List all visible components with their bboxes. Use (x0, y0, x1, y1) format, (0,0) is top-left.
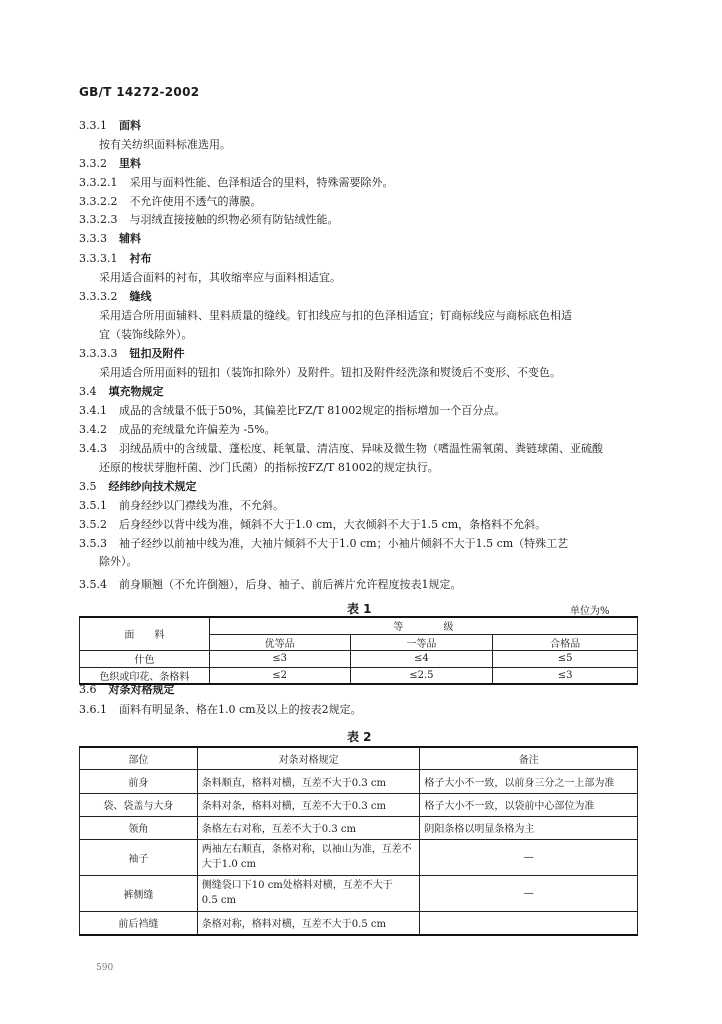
table1-grade-3: 合格品 (493, 634, 638, 650)
table2-note-cell: 阴阳条格以明显条格为主 (420, 816, 638, 839)
table2-rule-cell: 条料对条，格料对横，互差不大于0.3 cm (197, 793, 420, 816)
clause-line (79, 118, 141, 134)
clause-line (79, 194, 261, 210)
clause-line (79, 384, 164, 400)
clause-line (79, 682, 175, 698)
clause-number: 3.4 (79, 385, 97, 398)
clause-text: 按有关纺织面料标准选用。 (99, 138, 231, 151)
clause-number: 3.4.3 (79, 442, 107, 455)
clause-text: 对条对格规定 (108, 683, 175, 696)
table2-part-cell: 前身 (80, 769, 198, 793)
clause-text: 采用适合所用面料的钮扣（装饰扣除外）及附件。钮扣及附件经洗涤和熨烫后不变形、不变色。 (99, 366, 561, 379)
clause-number: 3.3.2.1 (79, 176, 118, 189)
page-number: 590 (96, 963, 114, 973)
table2 (79, 746, 638, 936)
table1-value-cell: ≤2.5 (350, 667, 493, 684)
clause-text: 采用适合所用面辅料、里料质量的缝线。钉扣线应与扣的色泽相适宜；钉商标线应与商标底色相适 (99, 309, 572, 322)
table1-header-grade: 等 级 (209, 617, 637, 634)
table1-grade-2: 一等品 (350, 634, 493, 650)
clause-text: 钮扣及附件 (129, 347, 185, 360)
clause-line (79, 251, 151, 267)
table2-rule-cell: 条料顺直，格料对横，互差不大于0.3 cm (197, 769, 420, 793)
clause-text: 采用适合面料的衬布，其收缩率应与面料相适宜。 (99, 271, 341, 284)
clause-line (79, 422, 276, 438)
clause-text: 后身经纱以背中线为准，倾斜不大于1.0 cm，大衣倾斜不大于1.5 cm，条格料不允斜。 (119, 518, 547, 531)
clause-number: 3.6.1 (79, 703, 107, 716)
clause-text: 袖子经纱以前袖中线为准，大袖片倾斜不大于1.0 cm；小袖片倾斜不大于1.5 cm（特殊工艺 (119, 537, 569, 550)
clause-text: 不允许使用不透气的薄膜。 (129, 195, 262, 208)
standard-code-header: GB/T 14272-2002 (79, 85, 200, 99)
table-row (80, 911, 638, 935)
table2-note-cell: 格子大小不一致，以前身三分之一上部为准 (420, 769, 638, 793)
clause-text: 里料 (119, 157, 141, 170)
table-row (80, 793, 638, 816)
clause-text: 经纬纱向技术规定 (108, 480, 197, 493)
table-row (80, 816, 638, 839)
table2-rule-line: 两袖左右顺直，条格对称，以袖山为准，互差不 (201, 844, 412, 855)
table2-rule-cell: 条格对称，格料对横，互差不大于0.5 cm (197, 911, 420, 935)
table1-material-cell: 色织或印花、条格料 (80, 667, 210, 684)
clause-line (99, 460, 439, 476)
clause-text: 除外）。 (99, 555, 138, 568)
table2-part-cell: 前后裆缝 (80, 911, 198, 935)
clause-text: 成品的含绒量不低于50%，其偏差比FZ/T 81002规定的指标增加一个百分点。 (119, 404, 506, 417)
table-row (80, 769, 638, 793)
clause-text: 面料 (119, 119, 141, 132)
clause-number: 3.3.2.2 (79, 195, 118, 208)
clause-number: 3.3.2 (79, 157, 107, 170)
table2-part-cell: 袖子 (80, 839, 198, 875)
clause-line (79, 517, 546, 533)
clause-number: 3.3.3.3 (79, 347, 118, 360)
table2-note-cell: — (420, 839, 638, 875)
clause-line (79, 289, 151, 305)
table2-rule-line: 大于1.0 cm (201, 859, 256, 870)
clause-number: 3.5.1 (79, 499, 107, 512)
clause-number: 3.3.3.1 (79, 252, 118, 265)
clause-line (79, 536, 568, 552)
table2-note-cell: — (420, 875, 638, 911)
table2-rule-line: 0.5 cm (201, 895, 236, 906)
clause-text: 衬布 (129, 252, 152, 265)
table2-rule-cell: 条格左右对称，互差不大于0.3 cm (197, 816, 420, 839)
clause-text: 前身经纱以门襟线为准，不允斜。 (119, 499, 284, 512)
clause-number: 3.3.3.2 (79, 290, 118, 303)
table1-title: 表 1 (347, 602, 372, 616)
clause-line (79, 498, 284, 514)
clause-text: 前身顺翘（不允许倒翘），后身、袖子、前后裤片允许程度按表1规定。 (119, 578, 462, 591)
table2-header-rule: 对条对格规定 (197, 747, 420, 769)
clause-line (79, 212, 338, 228)
table2-note-cell: 格子大小不一致，以袋前中心部位为准 (420, 793, 638, 816)
table2-part-cell: 袋、袋盖与大身 (80, 793, 198, 816)
clause-number: 3.5.4 (79, 578, 107, 591)
table2-part-cell: 领角 (80, 816, 198, 839)
table2-note-cell (420, 911, 638, 935)
table1-grade-1: 优等品 (209, 634, 350, 650)
clause-text: 采用与面料性能、色泽相适合的里料，特殊需要除外。 (129, 176, 394, 189)
table-row (80, 875, 638, 911)
table1-value-cell: ≤3 (493, 667, 638, 684)
table1 (79, 616, 638, 685)
clause-text: 缝线 (129, 290, 152, 303)
table-row (80, 839, 638, 875)
table2-part-cell: 裤侧缝 (80, 875, 198, 911)
clause-number: 3.3.3 (79, 232, 107, 245)
table1-value-cell: ≤3 (209, 650, 350, 667)
table2-title: 表 2 (347, 730, 372, 744)
clause-number: 3.3.2.3 (79, 213, 118, 226)
table1-unit: 单位为% (570, 606, 610, 617)
table1-value-cell: ≤5 (493, 650, 638, 667)
clause-number: 3.4.1 (79, 404, 107, 417)
clause-text: 面料有明显条、格在1.0 cm及以上的按表2规定。 (119, 703, 362, 716)
clause-text: 羽绒品质中的含绒量、蓬松度、耗氧量、清洁度、异味及微生物（嗜温性需氧菌、粪链球菌、亚硫酸 (119, 442, 603, 455)
clause-text: 还原的梭状芽胞杆菌、沙门氏菌）的指标按FZ/T 81002的规定执行。 (99, 461, 439, 474)
clause-text: 与羽绒直接接触的织物必须有防钻绒性能。 (129, 213, 339, 226)
clause-line (79, 346, 184, 362)
table1-value-cell: ≤4 (350, 650, 493, 667)
clause-number: 3.5 (79, 480, 97, 493)
clause-line (79, 231, 141, 247)
clause-line (79, 441, 603, 457)
table2-rule-line: 侧缝袋口下10 cm处格料对横，互差不大于 (201, 880, 393, 891)
clause-text: 辅料 (119, 232, 141, 245)
clause-line (79, 156, 141, 172)
clause-text: 填充物规定 (108, 385, 164, 398)
clause-line (79, 479, 197, 495)
table2-header-note: 备注 (420, 747, 638, 769)
clause-number: 3.5.2 (79, 518, 107, 531)
table1-material-cell: 什色 (80, 650, 210, 667)
table1-header-material: 面 料 (80, 617, 210, 650)
clause-line (99, 365, 561, 381)
clause-line (79, 175, 393, 191)
clause-line (99, 327, 193, 343)
table2-rule-cell (197, 875, 420, 911)
clause-text: 宜（装饰线除外）。 (99, 328, 193, 341)
table1-value-cell: ≤2 (209, 667, 350, 684)
clause-text: 成品的充绒量允许偏差为 -5%。 (119, 423, 276, 436)
clause-line (79, 577, 462, 593)
clause-number: 3.6 (79, 683, 97, 696)
clause-number: 3.3.1 (79, 119, 107, 132)
clause-line (99, 554, 138, 570)
clause-line (79, 403, 505, 419)
clause-number: 3.5.3 (79, 537, 107, 550)
table2-header-part: 部位 (80, 747, 198, 769)
clause-line (99, 137, 231, 153)
clause-line (99, 270, 341, 286)
clause-number: 3.4.2 (79, 423, 107, 436)
table2-rule-cell (197, 839, 420, 875)
table-row (80, 650, 638, 667)
clause-line (79, 702, 362, 718)
clause-line (99, 308, 572, 324)
